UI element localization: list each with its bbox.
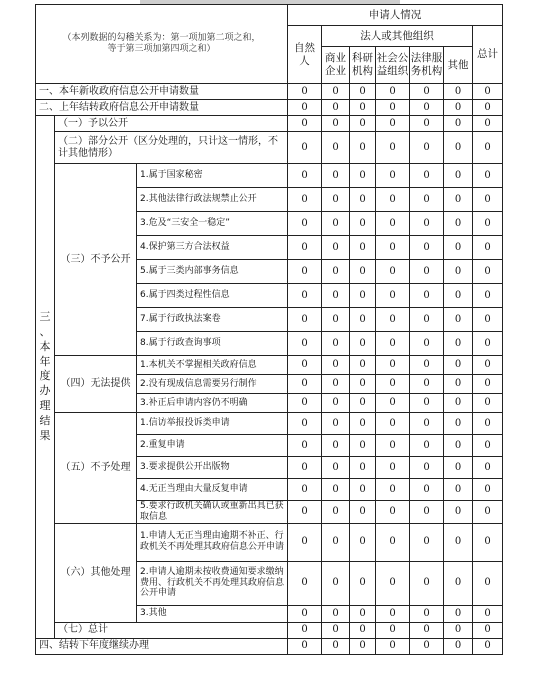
value-cell: 0 [288, 236, 322, 260]
value-cell: 0 [473, 394, 503, 413]
value-cell: 0 [322, 164, 350, 188]
value-cell: 0 [288, 116, 322, 132]
value-cell: 0 [410, 188, 444, 212]
value-cell: 0 [376, 212, 410, 236]
value-cell: 0 [322, 308, 350, 332]
value-cell: 0 [322, 435, 350, 457]
value-cell: 0 [376, 622, 410, 638]
s4-item-label: 3.补正后申请内容仍不明确 [137, 394, 288, 413]
value-cell: 0 [288, 212, 322, 236]
value-cell: 0 [322, 394, 350, 413]
value-cell: 0 [410, 116, 444, 132]
other-header: 其他 [444, 47, 473, 84]
value-cell: 0 [350, 284, 376, 308]
value-cell: 0 [473, 260, 503, 284]
table-row [36, 100, 503, 116]
value-cell: 0 [376, 413, 410, 435]
value-cell: 0 [444, 435, 473, 457]
value-cell: 0 [350, 394, 376, 413]
section-3-text: 三 、 本 年 度 办 理 结 果 [39, 310, 51, 442]
value-cell: 0 [350, 561, 376, 605]
table-row [36, 413, 503, 435]
table-row [36, 356, 503, 375]
value-cell: 0 [350, 236, 376, 260]
value-cell: 0 [376, 116, 410, 132]
value-cell: 0 [410, 212, 444, 236]
value-cell: 0 [376, 523, 410, 561]
applicant-situation-header: 申请人情况 [288, 5, 503, 26]
value-cell: 0 [473, 413, 503, 435]
value-cell: 0 [473, 308, 503, 332]
s3-item-label: 4.保护第三方合法权益 [137, 236, 288, 260]
value-cell: 0 [410, 523, 444, 561]
value-cell: 0 [322, 260, 350, 284]
value-cell: 0 [444, 561, 473, 605]
table-row [36, 164, 503, 188]
value-cell: 0 [350, 332, 376, 356]
s2-label: （二）部分公开（区分处理的，只计这一情形，不计其他情形） [55, 132, 288, 164]
value-cell: 0 [410, 84, 444, 100]
value-cell: 0 [444, 457, 473, 479]
s1-label: （一）予以公开 [55, 116, 288, 132]
r2-label: 二、上年结转政府信息公开申请数量 [36, 100, 288, 116]
value-cell: 0 [410, 638, 444, 654]
natural-person-text-2: 人 [299, 54, 310, 67]
value-cell: 0 [444, 356, 473, 375]
value-cell: 0 [444, 212, 473, 236]
value-cell: 0 [444, 236, 473, 260]
value-cell: 0 [322, 332, 350, 356]
value-cell: 0 [410, 356, 444, 375]
r1-label: 一、本年新收政府信息公开申请数量 [36, 84, 288, 100]
s6-item-label: 2.申请人逾期未按收费通知要求缴纳费用、行政机关不再处理其政府信息公开申请 [137, 561, 288, 605]
value-cell: 0 [473, 284, 503, 308]
value-cell: 0 [350, 132, 376, 164]
value-cell: 0 [288, 132, 322, 164]
value-cell: 0 [376, 236, 410, 260]
value-cell: 0 [473, 356, 503, 375]
total-header: 总计 [473, 26, 503, 84]
welfare-text-1: 社会公 [376, 52, 409, 65]
table-row [36, 84, 503, 100]
value-cell: 0 [410, 501, 444, 524]
value-cell: 0 [444, 308, 473, 332]
value-cell: 0 [444, 84, 473, 100]
value-cell: 0 [410, 561, 444, 605]
value-cell: 0 [473, 501, 503, 524]
value-cell: 0 [350, 116, 376, 132]
value-cell: 0 [288, 375, 322, 394]
table-row [36, 132, 503, 164]
value-cell: 0 [410, 308, 444, 332]
value-cell: 0 [444, 413, 473, 435]
value-cell: 0 [322, 188, 350, 212]
value-cell: 0 [376, 100, 410, 116]
value-cell: 0 [322, 561, 350, 605]
s5-item-label: 2.重复申请 [137, 435, 288, 457]
value-cell: 0 [376, 605, 410, 622]
value-cell: 0 [288, 622, 322, 638]
value-cell: 0 [350, 260, 376, 284]
value-cell: 0 [288, 413, 322, 435]
value-cell: 0 [444, 100, 473, 116]
value-cell: 0 [410, 605, 444, 622]
value-cell: 0 [350, 413, 376, 435]
legal-entities-header: 法人或其他组织 [322, 26, 473, 47]
value-cell: 0 [350, 84, 376, 100]
s4-item-label: 1.本机关不掌握相关政府信息 [137, 356, 288, 375]
value-cell: 0 [322, 523, 350, 561]
value-cell: 0 [376, 561, 410, 605]
statistics-table [35, 4, 503, 655]
value-cell: 0 [473, 638, 503, 654]
value-cell: 0 [410, 622, 444, 638]
s5-item-label: 1.信访举报投诉类申请 [137, 413, 288, 435]
value-cell: 0 [444, 501, 473, 524]
value-cell: 0 [288, 308, 322, 332]
value-cell: 0 [376, 308, 410, 332]
value-cell: 0 [350, 100, 376, 116]
public-welfare-org-header [376, 47, 410, 84]
welfare-text-2: 益组织 [376, 65, 409, 77]
value-cell: 0 [410, 100, 444, 116]
value-cell: 0 [288, 332, 322, 356]
value-cell: 0 [376, 501, 410, 524]
s3-item-label: 2.其他法律行政法规禁止公开 [137, 188, 288, 212]
value-cell: 0 [288, 100, 322, 116]
s3-item-label: 3.危及“三安全一稳定” [137, 212, 288, 236]
value-cell: 0 [376, 188, 410, 212]
research-text-1: 科研 [352, 52, 373, 65]
value-cell: 0 [288, 164, 322, 188]
value-cell: 0 [473, 100, 503, 116]
value-cell: 0 [410, 479, 444, 501]
value-cell: 0 [444, 260, 473, 284]
s3-group-label: （三）不予公开 [55, 164, 137, 356]
value-cell: 0 [410, 284, 444, 308]
value-cell: 0 [444, 164, 473, 188]
value-cell: 0 [473, 479, 503, 501]
value-cell: 0 [288, 561, 322, 605]
natural-person-text-1: 自然 [294, 41, 315, 54]
value-cell: 0 [350, 457, 376, 479]
value-cell: 0 [288, 356, 322, 375]
value-cell: 0 [410, 164, 444, 188]
value-cell: 0 [376, 164, 410, 188]
legal-service-text-1: 法律服 [410, 52, 443, 65]
value-cell: 0 [473, 212, 503, 236]
s4-group-label: （四）无法提供 [55, 356, 137, 413]
value-cell: 0 [376, 479, 410, 501]
s5-item-label: 4.无正当理由大量反复申请 [137, 479, 288, 501]
value-cell: 0 [444, 132, 473, 164]
value-cell: 0 [288, 284, 322, 308]
value-cell: 0 [473, 605, 503, 622]
value-cell: 0 [376, 332, 410, 356]
value-cell: 0 [473, 435, 503, 457]
value-cell: 0 [444, 284, 473, 308]
value-cell: 0 [376, 284, 410, 308]
value-cell: 0 [322, 132, 350, 164]
value-cell: 0 [376, 84, 410, 100]
value-cell: 0 [444, 622, 473, 638]
s4-item-label: 2.没有现成信息需要另行制作 [137, 375, 288, 394]
value-cell: 0 [473, 236, 503, 260]
value-cell: 0 [473, 375, 503, 394]
s5-item-label: 5.要求行政机关确认或重新出具已获取信息 [137, 501, 288, 524]
value-cell: 0 [322, 84, 350, 100]
value-cell: 0 [444, 394, 473, 413]
s6-item-label: 1.申请人无正当理由逾期不补正、行政机关不再处理其政府信息公开申请 [137, 523, 288, 561]
value-cell: 0 [376, 457, 410, 479]
value-cell: 0 [473, 622, 503, 638]
value-cell: 0 [444, 116, 473, 132]
value-cell: 0 [376, 375, 410, 394]
value-cell: 0 [350, 188, 376, 212]
s3-item-label: 7.属于行政执法案卷 [137, 308, 288, 332]
value-cell: 0 [350, 375, 376, 394]
s5-item-label: 3.要求提供公开出版物 [137, 457, 288, 479]
value-cell: 0 [376, 394, 410, 413]
value-cell: 0 [288, 638, 322, 654]
value-cell: 0 [322, 638, 350, 654]
s3-item-label: 5.属于三类内部事务信息 [137, 260, 288, 284]
value-cell: 0 [410, 375, 444, 394]
value-cell: 0 [350, 164, 376, 188]
value-cell: 0 [410, 413, 444, 435]
value-cell: 0 [350, 605, 376, 622]
value-cell: 0 [376, 638, 410, 654]
value-cell: 0 [322, 479, 350, 501]
consistency-note [36, 5, 288, 84]
value-cell: 0 [473, 457, 503, 479]
natural-person-header [288, 26, 322, 84]
table-row [36, 622, 503, 638]
commercial-text-2: 企业 [325, 65, 346, 77]
value-cell: 0 [322, 236, 350, 260]
value-cell: 0 [473, 116, 503, 132]
value-cell: 0 [350, 479, 376, 501]
value-cell: 0 [473, 188, 503, 212]
value-cell: 0 [473, 164, 503, 188]
s3-item-label: 8.属于行政查询事项 [137, 332, 288, 356]
value-cell: 0 [322, 100, 350, 116]
value-cell: 0 [288, 501, 322, 524]
value-cell: 0 [322, 212, 350, 236]
value-cell: 0 [473, 84, 503, 100]
value-cell: 0 [288, 188, 322, 212]
value-cell: 0 [322, 622, 350, 638]
value-cell: 0 [410, 132, 444, 164]
value-cell: 0 [444, 332, 473, 356]
value-cell: 0 [288, 605, 322, 622]
s3-item-label: 1.属于国家秘密 [137, 164, 288, 188]
value-cell: 0 [376, 435, 410, 457]
value-cell: 0 [322, 375, 350, 394]
value-cell: 0 [376, 260, 410, 284]
value-cell: 0 [288, 260, 322, 284]
table-row [36, 638, 503, 654]
value-cell: 0 [350, 435, 376, 457]
value-cell: 0 [350, 622, 376, 638]
value-cell: 0 [322, 501, 350, 524]
table-row [36, 523, 503, 561]
s7-label: （七）总计 [55, 622, 288, 638]
value-cell: 0 [473, 332, 503, 356]
value-cell: 0 [376, 132, 410, 164]
value-cell: 0 [410, 435, 444, 457]
s5-group-label: （五）不予处理 [55, 413, 137, 524]
s6-group-label: （六）其他处理 [55, 523, 137, 622]
value-cell: 0 [288, 435, 322, 457]
value-cell: 0 [322, 457, 350, 479]
legal-service-text-2: 务机构 [410, 65, 443, 77]
value-cell: 0 [288, 394, 322, 413]
value-cell: 0 [350, 356, 376, 375]
r4-label: 四、结转下年度继续办理 [36, 638, 288, 654]
commercial-text-1: 商业 [325, 52, 346, 65]
value-cell: 0 [444, 479, 473, 501]
value-cell: 0 [444, 605, 473, 622]
s3-item-label: 6.属于四类过程性信息 [137, 284, 288, 308]
value-cell: 0 [376, 356, 410, 375]
value-cell: 0 [322, 284, 350, 308]
value-cell: 0 [444, 375, 473, 394]
research-institution-header [350, 47, 376, 84]
section-3-label [36, 116, 55, 639]
value-cell: 0 [350, 501, 376, 524]
commercial-enterprise-header [322, 47, 350, 84]
value-cell: 0 [410, 332, 444, 356]
value-cell: 0 [444, 188, 473, 212]
value-cell: 0 [444, 523, 473, 561]
value-cell: 0 [350, 523, 376, 561]
value-cell: 0 [473, 561, 503, 605]
value-cell: 0 [288, 523, 322, 561]
value-cell: 0 [350, 308, 376, 332]
value-cell: 0 [410, 457, 444, 479]
value-cell: 0 [288, 84, 322, 100]
value-cell: 0 [288, 457, 322, 479]
value-cell: 0 [473, 523, 503, 561]
value-cell: 0 [350, 638, 376, 654]
table-row [36, 116, 503, 132]
value-cell: 0 [473, 132, 503, 164]
value-cell: 0 [444, 638, 473, 654]
value-cell: 0 [322, 356, 350, 375]
value-cell: 0 [322, 413, 350, 435]
research-text-2: 机构 [352, 65, 373, 77]
s6-item-label: 3.其他 [137, 605, 288, 622]
value-cell: 0 [322, 116, 350, 132]
value-cell: 0 [350, 212, 376, 236]
note-line-1: （本列数据的勾稽关系为：第一项加第二项之和， [62, 33, 261, 44]
value-cell: 0 [322, 605, 350, 622]
value-cell: 0 [410, 260, 444, 284]
value-cell: 0 [410, 394, 444, 413]
value-cell: 0 [288, 479, 322, 501]
legal-service-org-header [410, 47, 444, 84]
note-line-2: 等于第三项加第四项之和） [107, 44, 216, 54]
value-cell: 0 [410, 236, 444, 260]
